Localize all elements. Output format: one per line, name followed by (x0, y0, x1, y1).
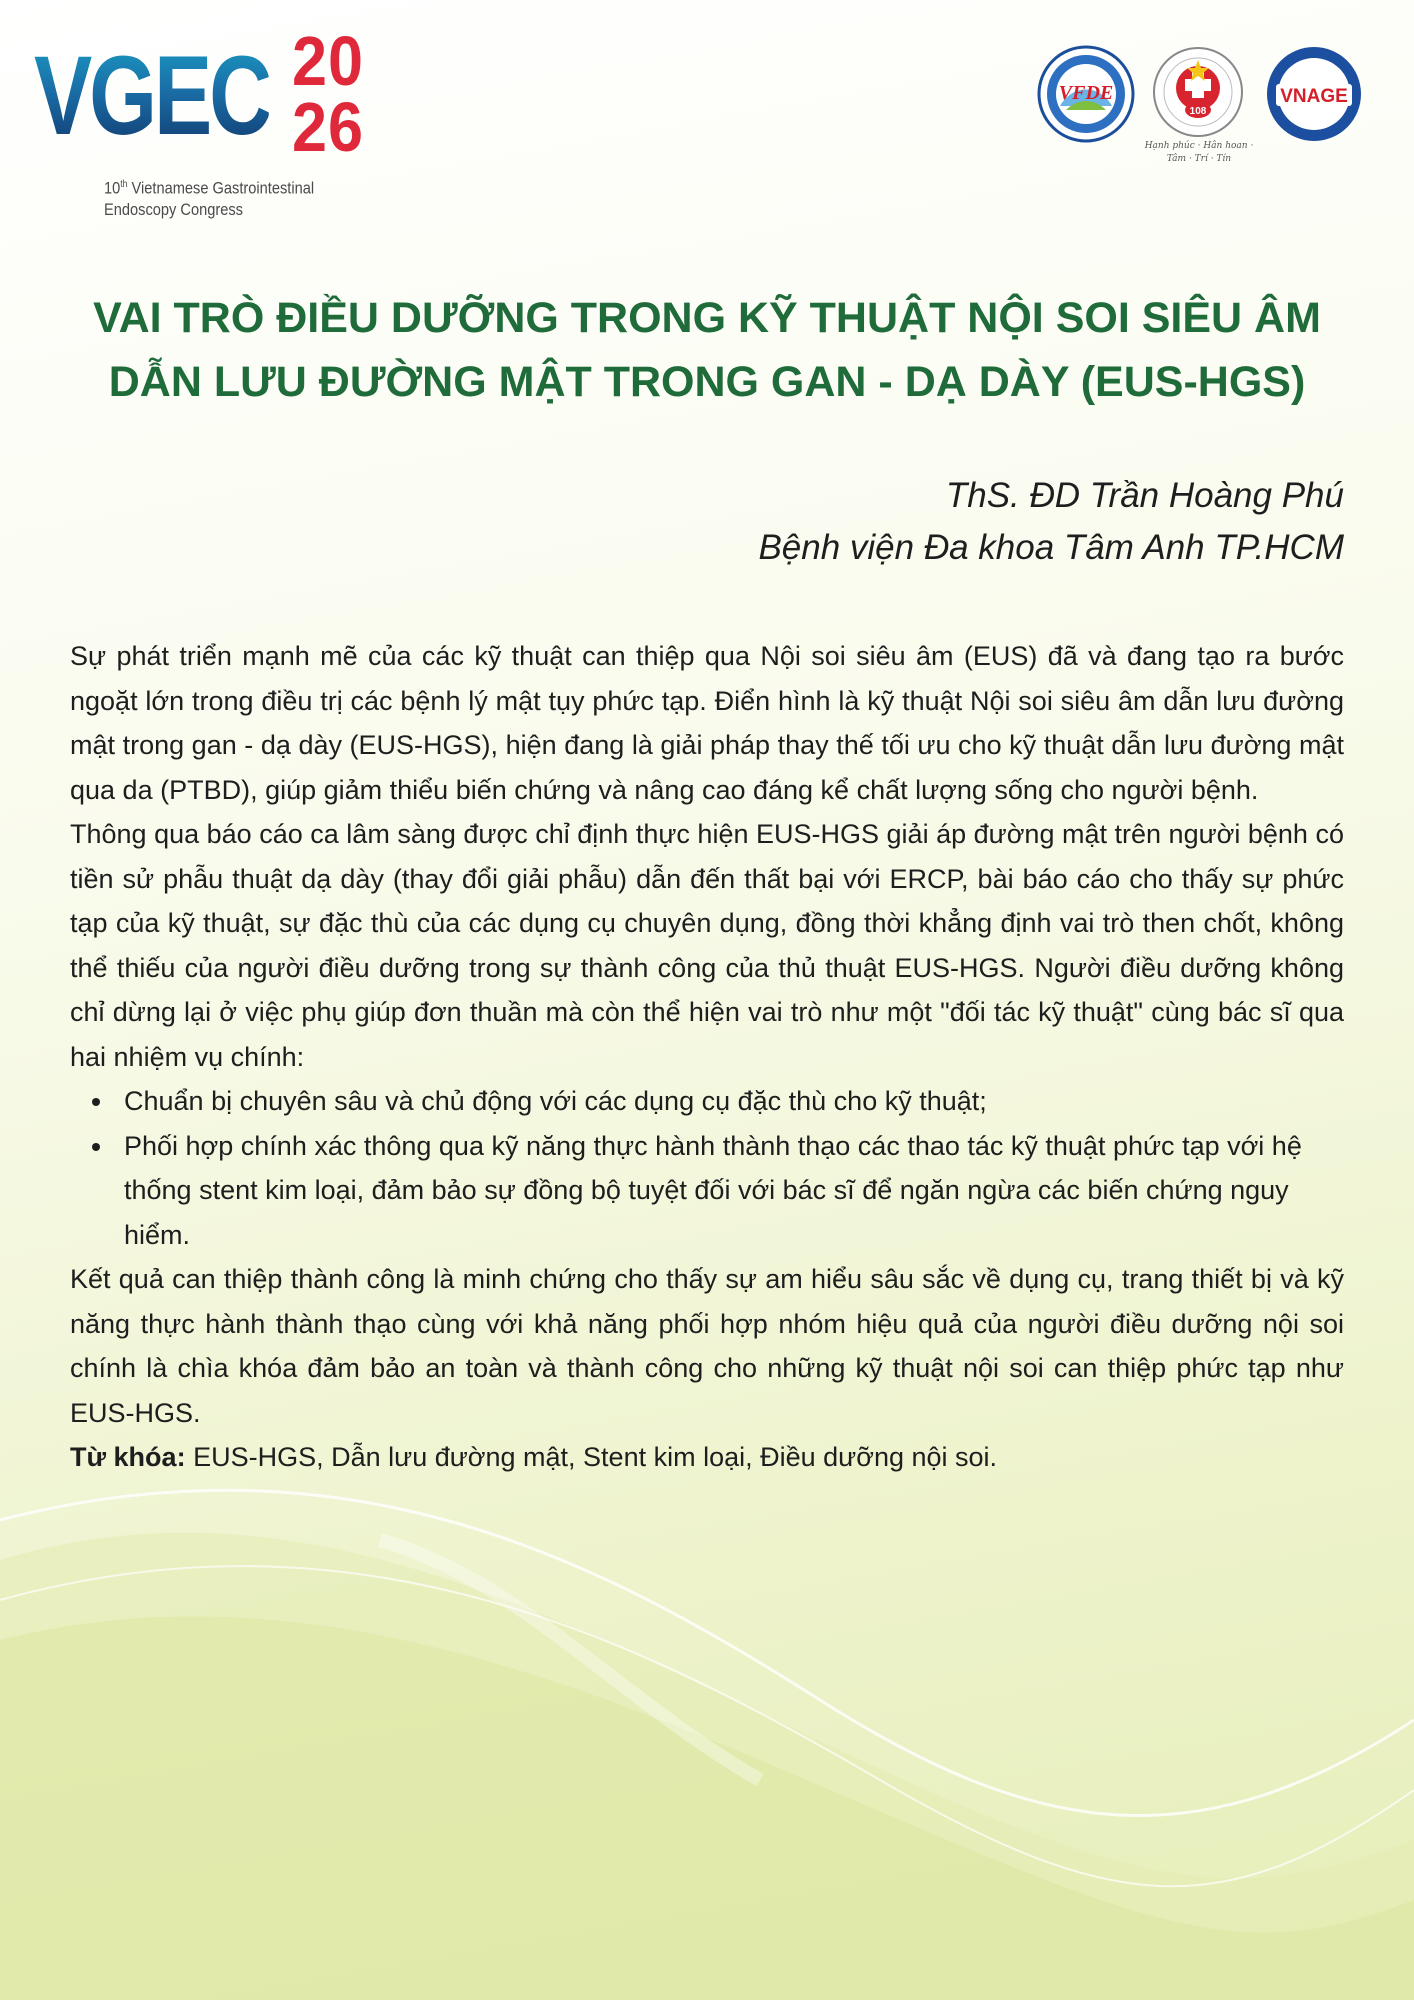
task-list (70, 1079, 1344, 1257)
logo-subtitle-line1: Vietnamese Gastrointestinal (127, 178, 315, 198)
logo-letters: VGEC (34, 26, 269, 166)
military-hospital-108-logo (1148, 44, 1248, 144)
title-line-1: VAI TRÒ ĐIỀU DƯỠNG TRONG KỸ THUẬT NỘI SOI SIÊU ÂM (93, 294, 1321, 342)
page-header (0, 0, 1414, 230)
partner-logos (1036, 44, 1366, 174)
logo-subtitle (104, 174, 362, 220)
vfde-logo (1036, 44, 1136, 144)
vnage-label: VNAGE (1280, 86, 1348, 107)
author-affiliation: Bệnh viện Đa khoa Tâm Anh TP.HCM (758, 528, 1344, 567)
vnage-logo (1264, 44, 1364, 144)
abstract-title (60, 286, 1354, 414)
author-block (544, 470, 1344, 574)
list-item: Chuẩn bị chuyên sâu và chủ động với các dụng cụ đặc thù cho kỹ thuật; (70, 1079, 1344, 1124)
vgec-2026-logo (34, 22, 404, 221)
list-item: Phối hợp chính xác thông qua kỹ năng thực hành thành thạo các thao tác kỹ thuật phức tạp với hệ thống stent kim loại, đảm bảo sự đồng bộ tuyệt đối với bác sĩ để ngăn ngừa các biến chứng nguy hiểm. (70, 1124, 1344, 1258)
keywords-label: Từ khóa: (70, 1442, 186, 1472)
paragraph-2: Thông qua báo cáo ca lâm sàng được chỉ định thực hiện EUS-HGS giải áp đường mật trên người bệnh có tiền sử phẫu thuật dạ dày (thay đổi giải phẫu) dẫn đến thất bại với ERCP, bài báo cáo cho thấy sự phức tạp của kỹ thuật, sự đặc thù của các dụng cụ chuyên dụng, đồng thời khẳng định vai trò then chốt, không thể thiếu của người điều dưỡng trong sự thành công của thủ thuật EUS-HGS. Người điều dưỡng không chỉ dừng lại ở việc phụ giúp đơn thuần mà còn thể hiện vai trò như một "đối tác kỹ thuật" cùng bác sĩ qua hai nhiệm vụ chính: (70, 819, 1344, 1072)
logo-subtitle-ordinal: th (120, 179, 128, 190)
vfde-label: VFDE (1058, 82, 1114, 104)
hospital-motto: Hạnh phúc · Hân hoan · Tâm · Trí · Tín (1144, 141, 1254, 164)
paragraph-3: Kết quả can thiệp thành công là minh chứng cho thấy sự am hiểu sâu sắc về dụng cụ, trang thiết bị và kỹ năng thực hành thành thạo cùng với khả năng phối hợp nhóm hiệu quả của người điều dưỡng nội soi chính là chìa khóa đảm bảo an toàn và thành công cho những kỹ thuật nội soi can thiệp phức tạp như EUS-HGS. (70, 1264, 1344, 1428)
logo-year-bottom: 26 (292, 88, 364, 166)
keywords-line (70, 1435, 1344, 1480)
author-name: ThS. ĐD Trần Hoàng Phú (945, 476, 1344, 515)
logo-year-top: 20 (292, 22, 364, 100)
title-line-2: DẪN LƯU ĐƯỜNG MẬT TRONG GAN - DẠ DÀY (EUS-HGS) (108, 358, 1306, 406)
keywords-text: EUS-HGS, Dẫn lưu đường mật, Stent kim loại, Điều dưỡng nội soi. (185, 1442, 998, 1472)
abstract-body (70, 634, 1344, 1480)
paragraph-1: Sự phát triển mạnh mẽ của các kỹ thuật can thiệp qua Nội soi siêu âm (EUS) đã và đang tạo ra bước ngoặt lớn trong điều trị các bệnh lý mật tụy phức tạp. Điển hình là kỹ thuật Nội soi siêu âm dẫn lưu đường mật trong gan - dạ dày (EUS-HGS), hiện đang là giải pháp thay thế tối ưu cho kỹ thuật dẫn lưu đường mật qua da (PTBD), giúp giảm thiểu biến chứng và nâng cao đáng kể chất lượng sống cho người bệnh. (70, 641, 1344, 805)
logo-subtitle-line2: Endoscopy Congress (104, 199, 243, 219)
logo-subtitle-number: 10 (104, 178, 121, 198)
hospital-badge-number: 108 (1189, 106, 1207, 117)
